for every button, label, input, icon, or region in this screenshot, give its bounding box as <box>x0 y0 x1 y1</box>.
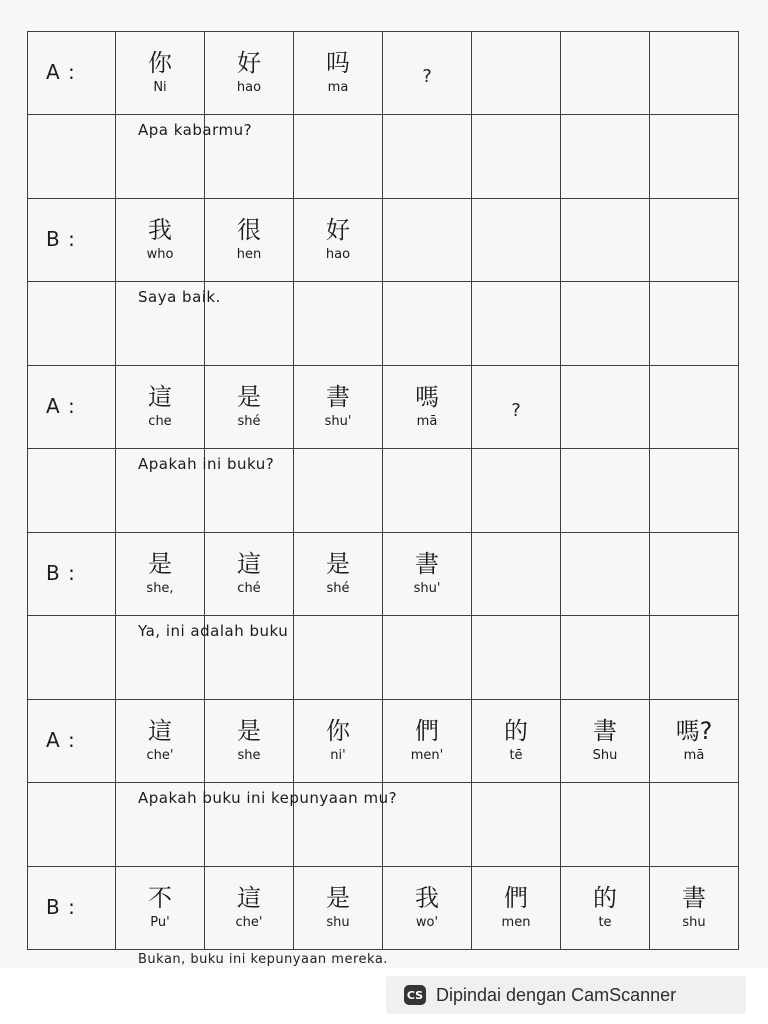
speaker-cell <box>28 32 116 115</box>
pinyin: shu <box>326 915 350 930</box>
hanzi: 我 <box>415 884 439 912</box>
character-cell <box>383 32 472 115</box>
speaker-label: A : <box>46 394 76 418</box>
pinyin: shé <box>326 581 350 596</box>
character-cell <box>383 366 472 449</box>
hanzi: 嗎? <box>675 717 713 745</box>
pinyin: hao <box>236 80 262 95</box>
pinyin: mā <box>416 414 438 429</box>
character-cell <box>116 366 205 449</box>
dialogue-line <box>28 32 739 115</box>
character-cell <box>650 533 739 616</box>
character-cell <box>383 700 472 783</box>
character-cell <box>294 199 383 282</box>
hanzi: 這 <box>237 550 261 578</box>
hanzi: 不 <box>148 884 172 912</box>
pinyin: che' <box>235 915 263 930</box>
character-cell <box>294 533 383 616</box>
hanzi: 書 <box>326 383 350 411</box>
pinyin: shé <box>237 414 261 429</box>
hanzi: 這 <box>148 383 172 411</box>
hanzi: 你 <box>148 49 172 77</box>
character-cell <box>650 199 739 282</box>
character-cell <box>205 533 294 616</box>
pinyin: she <box>237 748 261 763</box>
translation-line <box>28 115 739 199</box>
pinyin: shu' <box>324 414 352 429</box>
speaker-cell <box>28 366 116 449</box>
pinyin: shu <box>682 915 706 930</box>
character-cell <box>383 199 472 282</box>
character-cell <box>294 867 383 950</box>
dialogue-line <box>28 700 739 783</box>
overflow-translation: Bukan, buku ini kepunyaan mereka. <box>138 952 388 967</box>
character-cell <box>116 32 205 115</box>
character-cell <box>472 700 561 783</box>
pinyin: she, <box>146 581 174 596</box>
question-mark: ? <box>422 66 432 87</box>
pinyin: Ni <box>153 80 167 95</box>
pinyin: hao <box>325 247 351 262</box>
pinyin: tē <box>509 748 523 763</box>
speaker-label: B : <box>46 895 76 919</box>
translation-line <box>28 783 739 867</box>
pinyin: Pu' <box>150 915 170 930</box>
camscanner-text: Dipindai dengan CamScanner <box>436 984 677 1005</box>
character-cell <box>294 32 383 115</box>
pinyin: ma <box>327 80 349 95</box>
hanzi: 是 <box>237 717 261 745</box>
speaker-label: B : <box>46 561 76 585</box>
translation-text: Saya baik. <box>138 288 221 306</box>
hanzi: 這 <box>148 717 172 745</box>
camscanner-icon: CS <box>404 985 426 1005</box>
pinyin: men <box>501 915 531 930</box>
translation-text: Apakah buku ini kepunyaan mu? <box>138 789 398 807</box>
pinyin: shu' <box>413 581 441 596</box>
pinyin: Shu <box>592 748 618 763</box>
character-cell <box>116 867 205 950</box>
dialogue-line <box>28 867 739 950</box>
character-cell <box>561 32 650 115</box>
pinyin: hen <box>236 247 262 262</box>
translation-line <box>28 616 739 700</box>
character-cell <box>116 199 205 282</box>
translation-text: Ya, ini adalah buku <box>138 622 289 640</box>
character-cell <box>205 32 294 115</box>
hanzi: 吗 <box>326 49 350 77</box>
character-cell <box>472 867 561 950</box>
pinyin: men' <box>410 748 444 763</box>
character-cell <box>561 700 650 783</box>
speaker-label: A : <box>46 728 76 752</box>
pinyin: mā <box>683 748 705 763</box>
character-cell <box>650 366 739 449</box>
character-cell <box>472 366 561 449</box>
speaker-cell <box>28 199 116 282</box>
hanzi: 是 <box>326 550 350 578</box>
hanzi: 你 <box>326 717 350 745</box>
hanzi: 書 <box>415 550 439 578</box>
pinyin: who <box>146 247 174 262</box>
character-cell <box>650 867 739 950</box>
character-cell <box>383 533 472 616</box>
character-cell <box>561 366 650 449</box>
dialogue-line <box>28 533 739 616</box>
pinyin: che' <box>146 748 174 763</box>
hanzi: 很 <box>237 216 261 244</box>
hanzi: 好 <box>326 216 350 244</box>
hanzi: 好 <box>237 49 261 77</box>
character-cell <box>205 700 294 783</box>
hanzi: 嗎 <box>415 383 439 411</box>
hanzi: 們 <box>415 717 439 745</box>
hanzi: 是 <box>148 550 172 578</box>
speaker-label: A : <box>46 60 76 84</box>
dialogue-grid <box>27 31 739 950</box>
character-cell <box>205 366 294 449</box>
speaker-cell <box>28 867 116 950</box>
pinyin: wo' <box>415 915 439 930</box>
character-cell <box>472 199 561 282</box>
character-cell <box>294 700 383 783</box>
character-cell <box>650 32 739 115</box>
character-cell <box>561 199 650 282</box>
pinyin: ni' <box>330 748 346 763</box>
dialogue-line <box>28 199 739 282</box>
character-cell <box>116 533 205 616</box>
hanzi: 書 <box>593 717 617 745</box>
translation-text: Apa kabarmu? <box>138 121 253 139</box>
character-cell <box>650 700 739 783</box>
hanzi: 的 <box>504 717 528 745</box>
character-cell <box>294 366 383 449</box>
question-mark: ? <box>511 400 521 421</box>
hanzi: 的 <box>593 884 617 912</box>
translation-line <box>28 282 739 366</box>
character-cell <box>561 533 650 616</box>
character-cell <box>561 867 650 950</box>
hanzi: 書 <box>682 884 706 912</box>
character-cell <box>383 867 472 950</box>
character-cell <box>205 867 294 950</box>
character-cell <box>205 199 294 282</box>
character-cell <box>116 700 205 783</box>
dialogue-line <box>28 366 739 449</box>
pinyin: che <box>148 414 172 429</box>
hanzi: 們 <box>504 884 528 912</box>
hanzi: 我 <box>148 216 172 244</box>
speaker-cell <box>28 533 116 616</box>
hanzi: 是 <box>326 884 350 912</box>
hanzi: 這 <box>237 884 261 912</box>
translation-line <box>28 449 739 533</box>
character-cell <box>472 533 561 616</box>
pinyin: te <box>598 915 612 930</box>
speaker-cell <box>28 700 116 783</box>
character-cell <box>472 32 561 115</box>
pinyin: ché <box>237 581 261 596</box>
hanzi: 是 <box>237 383 261 411</box>
speaker-label: B : <box>46 227 76 251</box>
camscanner-badge <box>386 976 746 1014</box>
translation-text: Apakah ini buku? <box>138 455 275 473</box>
